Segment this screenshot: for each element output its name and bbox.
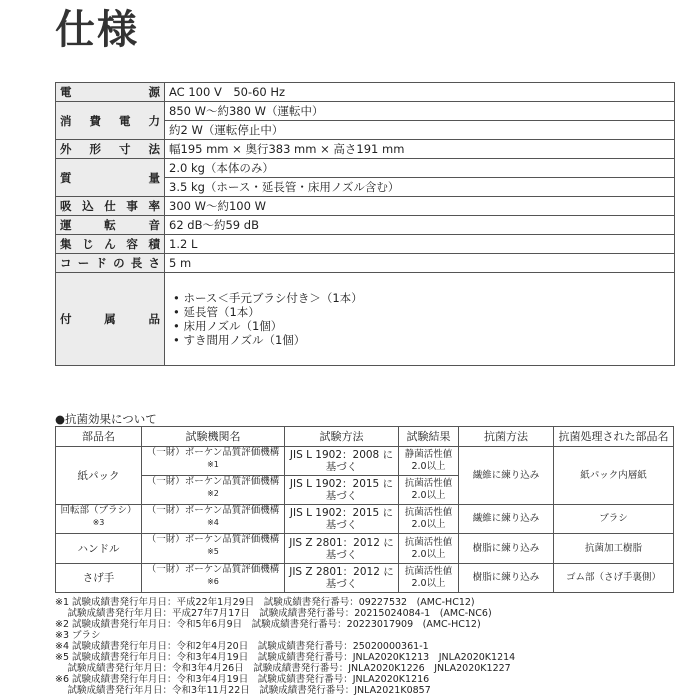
part-cell: 回転部（ブラシ）$^{※3}$	[56, 505, 142, 534]
footnote: ※3 ブラシ	[55, 630, 101, 641]
column-header: 試験結果	[399, 427, 459, 447]
treated-cell: 抗菌加工樹脂	[554, 534, 674, 563]
result-cell: 抗菌活性値 2.0以上	[399, 563, 459, 592]
spec-label: 吸 込 仕 事 率	[56, 197, 165, 216]
spec-value: 2.0 kg（本体のみ）	[165, 159, 675, 178]
part-cell: 紙パック	[56, 447, 142, 505]
spec-label: 質 量	[56, 159, 165, 197]
column-header: 部品名	[56, 427, 142, 447]
spec-value: 850 W～約380 W（運転中）	[165, 102, 675, 121]
spec-label: 運 転 音	[56, 216, 165, 235]
accessory-list	[169, 291, 670, 347]
org-cell: （一財）ボーケン品質評価機構$^{※4}$	[142, 505, 285, 534]
treated-cell: 紙パック内層紙	[554, 447, 674, 505]
column-header: 抗菌処理された部品名	[554, 427, 674, 447]
table-row	[56, 563, 674, 592]
spec-label: 集 じ ん 容 積	[56, 235, 165, 254]
method-cell: JIS L 1902：2008 に基づく	[285, 447, 399, 476]
spec-value: 5 m	[165, 254, 675, 273]
how-cell: 繊維に練り込み	[459, 447, 554, 505]
footnote: ※4 試験成績書発行年月日：令和2年4月20日 試験成績書発行番号：25020000361-1	[55, 641, 429, 652]
antibacterial-heading: ●抗菌効果について	[55, 412, 157, 426]
spec-label	[56, 83, 165, 102]
list-item: • 床用ノズル（1個）	[173, 319, 283, 333]
spec-value: AC 100 V 50-60 Hz	[165, 83, 675, 102]
spec-value: 約2 W（運転停止中）	[165, 121, 675, 140]
spec-value: 300 W～約100 W	[165, 197, 675, 216]
list-item: • ホース＜手元ブラシ付き＞（1本）	[173, 291, 363, 305]
footnote: ※2 試験成績書発行年月日：令和5年6月9日 試験成績書発行番号：20223017909 (AMC-HC12)	[55, 619, 481, 630]
table-row	[56, 505, 674, 534]
column-header: 試験機関名	[142, 427, 285, 447]
org-cell: （一財）ボーケン品質評価機構$^{※5}$	[142, 534, 285, 563]
column-header: 抗菌方法	[459, 427, 554, 447]
spec-label: 外 形 寸 法	[56, 140, 165, 159]
spec-label: 消 費 電 力	[56, 102, 165, 140]
footnote: ※1 試験成績書発行年月日：平成22年1月29日 試験成績書発行番号：09227532 (AMC-HC12)	[55, 597, 475, 608]
treated-cell: ブラシ	[554, 505, 674, 534]
table-row	[56, 534, 674, 563]
org-cell: （一財）ボーケン品質評価機構$^{※2}$	[142, 476, 285, 505]
spec-value: 1.2 L	[165, 235, 675, 254]
part-cell: ハンドル	[56, 534, 142, 563]
antibacterial-table	[55, 426, 674, 593]
table-row	[56, 447, 674, 476]
result-cell: 抗菌活性値 2.0以上	[399, 476, 459, 505]
org-cell: （一財）ボーケン品質評価機構$^{※1}$	[142, 447, 285, 476]
spec-value: 幅195 mm × 奥行383 mm × 高さ191 mm	[165, 140, 675, 159]
footnote: 試験成績書発行年月日：令和3年4月26日 試験成績書発行番号：JNLA2020K1226 JNLA2020K1227	[55, 663, 511, 674]
footnote: ※6 試験成績書発行年月日：令和3年4月19日 試験成績書発行番号：JNLA2020K1216	[55, 674, 430, 685]
treated-cell: ゴム部（さげ手裏側）	[554, 563, 674, 592]
spec-value: 62 dB～約59 dB	[165, 216, 675, 235]
footnote: 試験成績書発行年月日：令和3年11月22日 試験成績書発行番号：JNLA2021K0857	[55, 685, 431, 696]
how-cell: 樹脂に練り込み	[459, 534, 554, 563]
method-cell: JIS Z 2801：2012 に基づく	[285, 563, 399, 592]
footnote: ※5 試験成績書発行年月日：令和3年4月19日 試験成績書発行番号：JNLA2020K1213 JNLA2020K1214	[55, 652, 516, 663]
result-cell: 抗菌活性値 2.0以上	[399, 534, 459, 563]
method-cell: JIS Z 2801：2012 に基づく	[285, 534, 399, 563]
spec-value-accessories	[165, 273, 675, 366]
spec-label: コ ー ド の 長 さ	[56, 254, 165, 273]
how-cell: 樹脂に練り込み	[459, 563, 554, 592]
org-cell: （一財）ボーケン品質評価機構$^{※6}$	[142, 563, 285, 592]
list-item: • すき間用ノズル（1個）	[173, 333, 306, 347]
spec-value: 3.5 kg（ホース・延長管・床用ノズル含む）	[165, 178, 675, 197]
spec-label: 付 属 品	[56, 273, 165, 366]
footnotes	[55, 597, 695, 696]
result-cell: 抗菌活性値 2.0以上	[399, 505, 459, 534]
list-item: • 延長管（1本）	[173, 305, 260, 319]
how-cell: 繊維に練り込み	[459, 505, 554, 534]
page-title: 仕様	[55, 7, 139, 53]
spec-table	[55, 82, 675, 366]
part-cell: さげ手	[56, 563, 142, 592]
result-cell: 静菌活性値 2.0以上	[399, 447, 459, 476]
footnote: 試験成績書発行年月日：平成27年7月17日 試験成績書発行番号：20215024084-1 (AMC-NC6)	[55, 608, 492, 619]
column-header: 試験方法	[285, 427, 399, 447]
method-cell: JIS L 1902：2015 に基づく	[285, 505, 399, 534]
spec-label-text: 電 源	[60, 85, 160, 99]
method-cell: JIS L 1902：2015 に基づく	[285, 476, 399, 505]
